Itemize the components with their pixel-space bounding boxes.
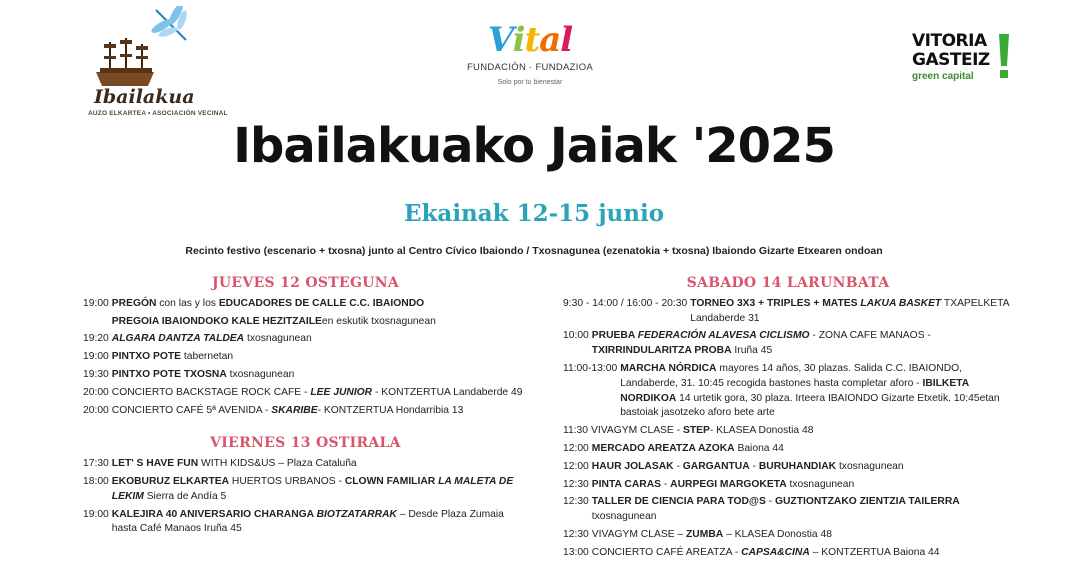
event-list-thursday (83, 297, 528, 419)
event-row (83, 368, 528, 383)
vital-logo (455, 20, 605, 110)
dragonfly-icon (146, 6, 198, 46)
event-time: 20:00 (83, 404, 109, 416)
event-time: 12:30 (563, 528, 589, 540)
event-description: HAUR JOLASAK - GARGANTUA - BURUHANDIAK txosnagunean (591, 460, 904, 472)
event-time: 9:30 - 14:00 / 16:00 - 20:30 (563, 297, 688, 309)
event-time: 11:00-13:00 (563, 362, 618, 374)
ibailakua-wordmark: Ibailakua (94, 86, 195, 108)
venue-info: Recinto festivo (escenario + txosna) junto al Centro Cívico Ibaiondo / Txosnagunea (ezenatokia + txosna) Ibaiondo Gizarte Etxearen ondoan (185, 245, 883, 257)
event-time: 19:30 (83, 368, 109, 380)
program-left-column (83, 276, 528, 540)
vg-line2: GASTEIZ (912, 50, 990, 70)
event-row (83, 315, 528, 330)
event-description: CONCIERTO BACKSTAGE ROCK CAFE - LEE JUNIOR - KONTZERTUA Landaberde 49 (111, 386, 523, 398)
event-description: VIVAGYM CLASE – ZUMBA – KLASEA Donostia 48 (591, 528, 832, 540)
event-time: 10:00 (563, 330, 589, 342)
vg-tag: green capital (912, 71, 974, 82)
event-description: PINTXO POTE tabernetan (111, 351, 234, 363)
event-row (83, 332, 528, 347)
event-description: KALEJIRA 40 ANIVERSARIO CHARANGA BIOTZATARRAK – Desde Plaza Zumaia hasta Café Manaos Iruña 45 (111, 508, 504, 535)
event-time: 19:00 (83, 508, 109, 520)
page-title: Ibailakuako Jaiak '2025 (233, 118, 835, 174)
event-description: VIVAGYM CLASE - STEP- KLASEA Donostia 48 (591, 425, 814, 437)
event-description: CONCIERTO CAFÉ AREATZA - CAPSA&CINA – KONTZERTUA Baiona 44 (591, 546, 940, 558)
event-time: 12:30 (563, 478, 589, 490)
event-time: 13:00 (563, 546, 589, 558)
event-row (563, 362, 1013, 421)
festival-dates: Ekainak 12-15 junio (403, 200, 665, 227)
event-row (563, 297, 1013, 327)
event-time: 12:00 (563, 460, 589, 472)
vitoria-gasteiz-logo (912, 32, 1022, 98)
event-description: PREGÓN con las y los EDUCADORES DE CALLE C.C. IBAIONDO (111, 297, 425, 309)
program-right-column (563, 276, 1013, 564)
vital-tagline: Solo por tu bienestar (497, 79, 563, 86)
event-row (83, 404, 528, 419)
event-description: EKOBURUZ ELKARTEA HUERTOS URBANOS - CLOWN FAMILIAR LA MALETA DE LEKIM Sierra de Andía 5 (111, 475, 514, 502)
event-time: 12:00 (563, 442, 589, 454)
vital-wordmark: Vital (487, 20, 573, 60)
event-description: MERCADO AREATZA AZOKA Baiona 44 (591, 442, 784, 454)
event-time: 11:30 (563, 425, 589, 437)
event-time: 19:00 (83, 351, 109, 363)
event-row (563, 546, 1013, 561)
event-time: 19:00 (83, 297, 109, 309)
event-description: LET' S HAVE FUN WITH KIDS&US – Plaza Cataluña (111, 458, 357, 470)
event-row (83, 350, 528, 365)
event-row (83, 508, 528, 538)
ibailakua-subtitle: AUZO ELKARTEA • ASOCIACIÓN VECINAL (88, 110, 228, 117)
event-row (83, 297, 528, 312)
event-description: TALLER DE CIENCIA PARA TOD@S - GUZTIONTZAKO ZIENTZIA TAILERRA txosnagunean (591, 496, 960, 523)
event-time: 17:30 (83, 458, 109, 470)
event-description: TORNEO 3X3 + TRIPLES + MATES LAKUA BASKET TXAPELKETA Landaberde 31 (690, 297, 1009, 324)
event-row (563, 495, 1013, 525)
event-row (563, 329, 1013, 359)
event-description: PINTA CARAS - AURPEGI MARGOKETA txosnagunean (591, 478, 855, 490)
event-list-saturday (563, 297, 1013, 561)
event-description: MARCHA NÓRDICA mayores 14 años, 30 plazas. Salida C.C. IBAIONDO, Landaberde, 31. 10:45 recogida bastones hasta completar aforo - IBILKETA NORDIKOA 14 urtetik gora, 30 plaza. Irteera IBAIONDO Gizarte Etxetik. 10:45etan bastoiak jasotzeko aforo bete arte (620, 362, 1000, 419)
event-description: CONCIERTO CAFÉ 5ª AVENIDA - SKARIBE- KONTZERTUA Hondarribia 13 (111, 404, 464, 416)
event-list-friday (83, 457, 528, 537)
event-row (563, 528, 1013, 543)
ibailakua-logo (88, 6, 228, 126)
day-heading-saturday: SABADO 14 LARUNBATA (686, 275, 890, 291)
event-description: PINTXO POTE TXOSNA txosnagunean (111, 368, 295, 380)
event-row (563, 460, 1013, 475)
event-row (83, 457, 528, 472)
event-row (83, 386, 528, 401)
day-heading-friday: VIERNES 13 OSTIRALA (210, 435, 401, 452)
event-description: PREGOIA IBAIONDOKO KALE HEZITZAILEen eskutik txosnagunean (111, 315, 436, 327)
event-time: 20:00 (83, 386, 109, 398)
event-time: 18:00 (83, 475, 109, 487)
event-time: 12:30 (563, 496, 589, 508)
event-row (563, 442, 1013, 457)
event-row (563, 478, 1013, 493)
exclamation-icon (998, 34, 1010, 78)
event-description: PRUEBA FEDERACIÓN ALAVESA CICLISMO - ZONA CAFE MANAOS - TXIRRINDULARITZA PROBA Iruña 45 (591, 330, 931, 357)
vital-subtitle: FUNDACIÓN · FUNDAZIOA (466, 62, 594, 73)
day-heading-thursday: JUEVES 12 OSTEGUNA (212, 275, 399, 291)
event-description: ALGARA DANTZA TALDEA txosnagunean (111, 333, 312, 345)
event-row (83, 475, 528, 505)
vg-line1: VITORIA (912, 31, 987, 51)
event-time: 19:20 (83, 333, 109, 345)
event-row (563, 424, 1013, 439)
